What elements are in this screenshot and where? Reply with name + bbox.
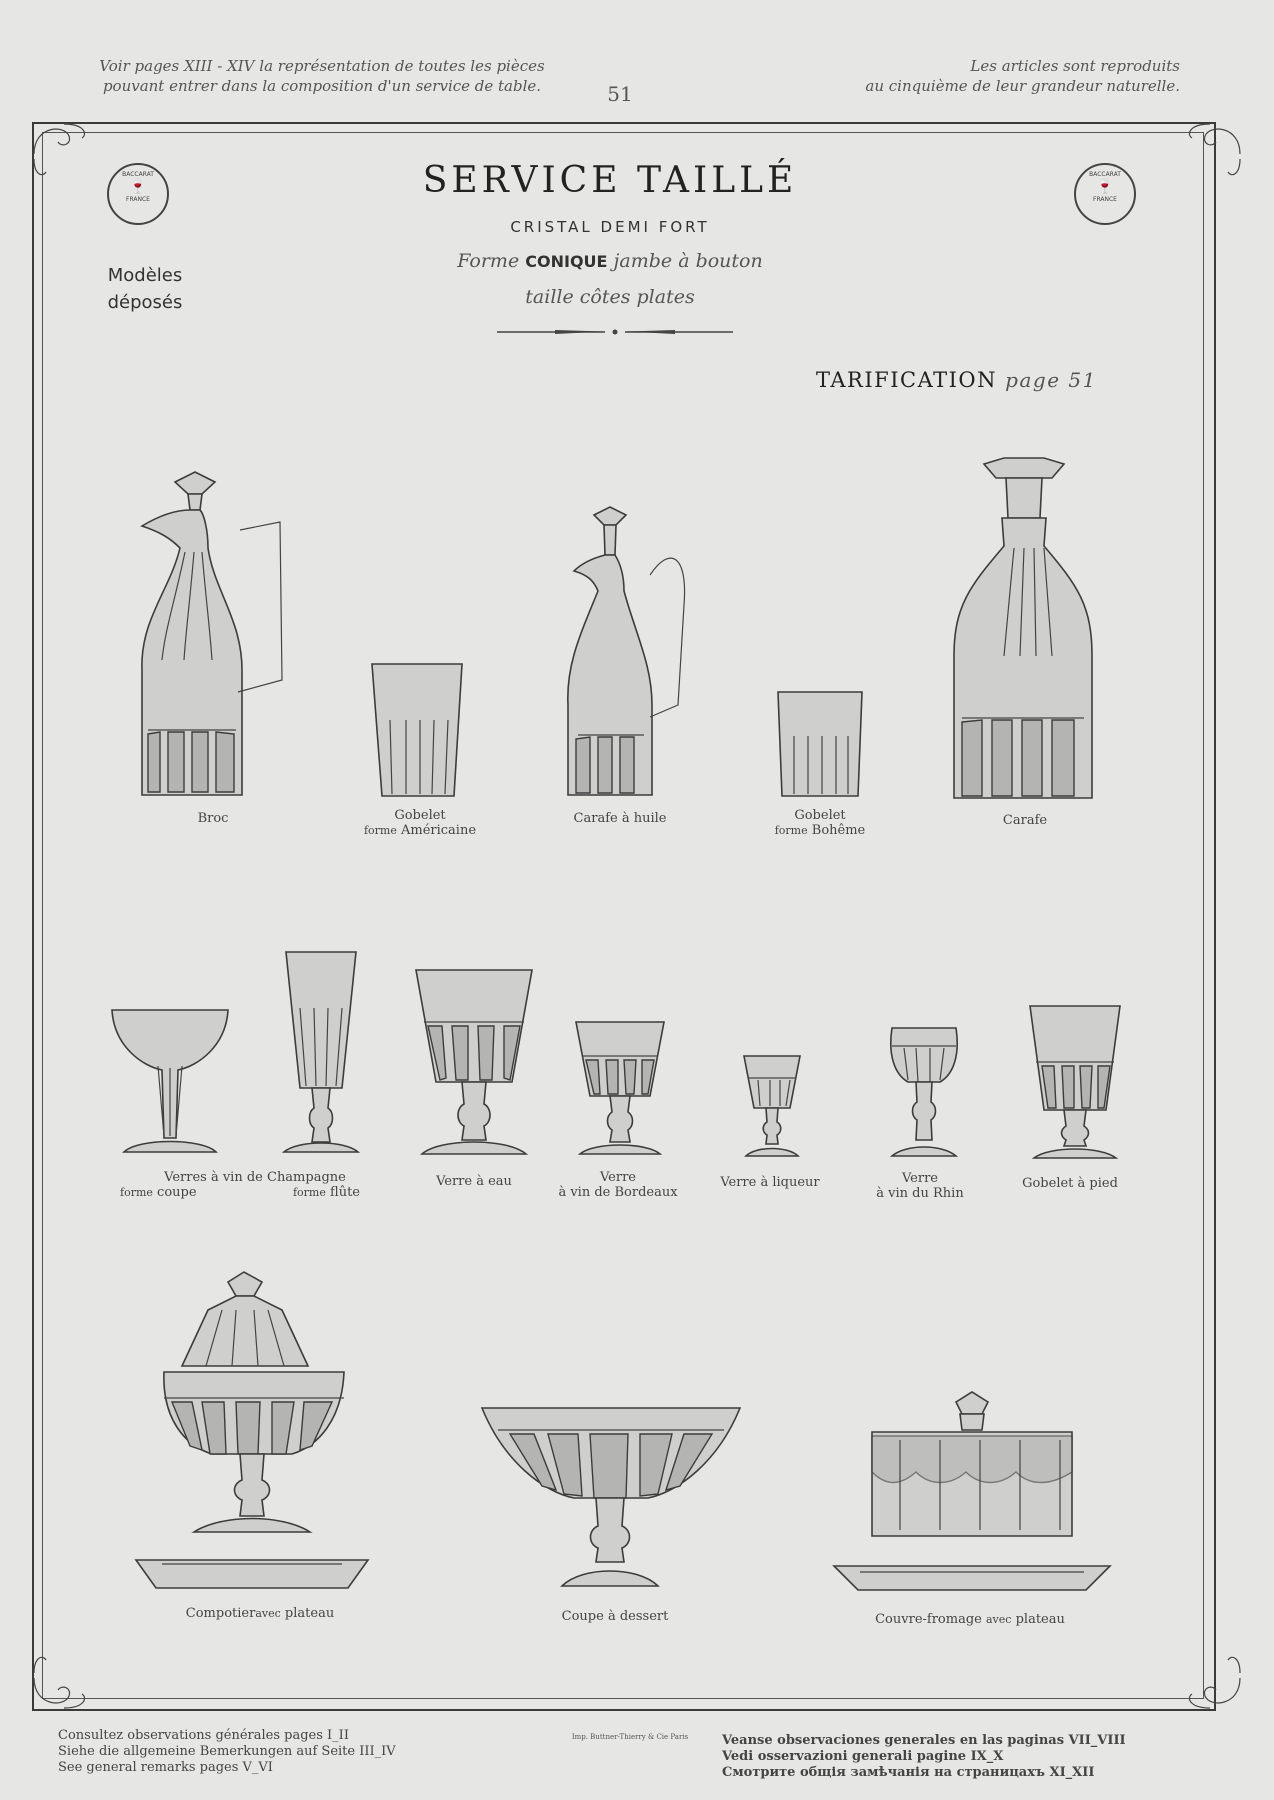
gobelet-boheme-illustration (774, 688, 866, 800)
label-verre-liqueur: Verre à liqueur (720, 1175, 820, 1190)
footer-right-line1: Veanse observaciones generales en las paginas VII_VIII (722, 1733, 1126, 1748)
label-gobelet-boheme-name: Gobelet (794, 808, 846, 823)
label-gobelet-americaine-forme: forme (363, 824, 397, 837)
label-couvre-fromage (850, 1612, 1090, 1627)
top-right-note (760, 56, 1180, 96)
label-verre-bordeaux-line2: à vin de Bordeaux (558, 1185, 678, 1200)
baccarat-seal-left (107, 163, 169, 225)
gobelet-americaine-illustration (368, 660, 468, 800)
label-compotier-name: Compotier (185, 1606, 256, 1621)
couvre-fromage-illustration (830, 1390, 1114, 1594)
label-flute: flûte (330, 1185, 360, 1200)
flute-champagne-illustration (276, 948, 366, 1156)
label-carafe: Carafe (1002, 813, 1048, 828)
broc-illustration (130, 470, 300, 800)
label-coupe: coupe (157, 1185, 197, 1200)
label-compotier-avec: avec (255, 1607, 281, 1620)
verre-bordeaux-illustration (572, 1018, 668, 1158)
label-verre-eau: Verre à eau (436, 1174, 512, 1189)
top-left-note-line1: Voir pages XIII - XIV la représentation de toutes les pièces (99, 57, 545, 75)
label-coupe-dessert: Coupe à dessert (561, 1609, 669, 1624)
seal-glasses-icon: 🍷 (129, 179, 147, 195)
coupe-dessert-illustration (478, 1402, 744, 1592)
tarification-page: page 51 (1005, 368, 1097, 392)
label-gobelet-boheme-sub: Bohême (811, 823, 866, 838)
label-verre-bordeaux (548, 1170, 688, 1200)
compotier-illustration (132, 1270, 372, 1592)
seal-top-text: BACCARAT (122, 171, 154, 178)
label-couvre-fromage-name: Couvre-fromage (875, 1612, 982, 1627)
verre-rhin-illustration (886, 1024, 962, 1160)
label-compotier (160, 1606, 360, 1621)
page-subtitle: CRISTAL DEMI FORT (510, 218, 710, 236)
footer-left-line2: Siehe die allgemeine Bemerkungen auf Seite III_IV (58, 1744, 396, 1759)
label-gobelet-boheme (760, 808, 880, 838)
top-left-note-line2: pouvant entrer dans la composition d'un service de table. (102, 77, 542, 95)
modeles-line2: déposés (107, 292, 183, 313)
top-left-note (62, 56, 582, 96)
gobelet-pied-illustration (1026, 1002, 1124, 1160)
title-divider (495, 324, 735, 340)
footer-left-line1: Consultez observations générales pages I_II (58, 1728, 349, 1743)
label-compotier-plateau: plateau (284, 1606, 335, 1621)
label-verre-bordeaux-line1: Verre (599, 1170, 636, 1185)
label-verre-rhin-line2: à vin du Rhin (876, 1186, 964, 1201)
seal-bottom-text: FRANCE (126, 196, 150, 203)
modeles-line1: Modèles (107, 265, 183, 286)
forme-line (330, 250, 890, 272)
label-verre-rhin (860, 1171, 980, 1201)
label-couvre-fromage-plateau: plateau (1015, 1612, 1065, 1627)
label-verres-champagne (120, 1170, 360, 1200)
label-verres-champagne-title: Verres à vin de Champagne (164, 1170, 346, 1185)
printer-line: Imp. Buttner-Thierry & Cie Paris (571, 1733, 689, 1741)
footer-left (58, 1728, 478, 1776)
verre-eau-illustration (412, 966, 536, 1158)
carafe-illustration (948, 456, 1098, 802)
seal-bottom-text: FRANCE (1093, 196, 1117, 203)
top-right-note-line1: Les articles sont reproduits (970, 57, 1180, 75)
forme-suffix: jambe à bouton (613, 250, 763, 272)
footer-right-line3: Смотрите общія замѣчанія на страницахъ XI_XII (722, 1765, 1095, 1780)
label-carafe-huile: Carafe à huile (573, 811, 667, 826)
label-gobelet-boheme-forme: forme (774, 824, 808, 837)
label-gobelet-americaine-name: Gobelet (394, 808, 446, 823)
seal-top-text: BACCARAT (1089, 171, 1121, 178)
baccarat-seal-right (1074, 163, 1136, 225)
corner-ornament-icon (24, 114, 94, 184)
corner-ornament-icon (1180, 1648, 1250, 1718)
label-gobelet-pied: Gobelet à pied (1022, 1176, 1118, 1191)
corner-ornament-icon (1180, 114, 1250, 184)
corner-ornament-icon (24, 1648, 94, 1718)
label-flute-forme: forme (292, 1186, 326, 1199)
tarification[interactable] (816, 368, 1156, 392)
label-verre-rhin-line1: Verre (901, 1171, 938, 1186)
label-gobelet-americaine-sub: Américaine (401, 823, 477, 838)
carafe-huile-illustration (560, 505, 690, 800)
verre-liqueur-illustration (740, 1052, 804, 1160)
label-broc: Broc (197, 811, 229, 826)
seal-glasses-icon: 🍷 (1096, 179, 1114, 195)
page-title: SERVICE TAILLÉ (422, 160, 798, 201)
page-number: 51 (607, 82, 633, 106)
top-right-note-line2: au cinquième de leur grandeur naturelle. (865, 77, 1180, 95)
tarification-label: TARIFICATION (816, 368, 997, 392)
forme-prefix: Forme (457, 250, 520, 272)
label-gobelet-americaine (350, 808, 490, 838)
forme-name: CONIQUE (525, 252, 608, 271)
label-couvre-fromage-avec: avec (986, 1613, 1012, 1626)
coupe-champagne-illustration (108, 1006, 232, 1158)
footer-left-line3: See general remarks pages V_VI (58, 1760, 273, 1775)
footer-right (722, 1733, 1222, 1781)
footer-right-line2: Vedi osservazioni generali pagine IX_X (722, 1749, 1004, 1764)
label-coupe-forme: forme (120, 1186, 153, 1199)
modeles-deposes (90, 262, 200, 316)
taille-line: taille côtes plates (525, 286, 695, 308)
